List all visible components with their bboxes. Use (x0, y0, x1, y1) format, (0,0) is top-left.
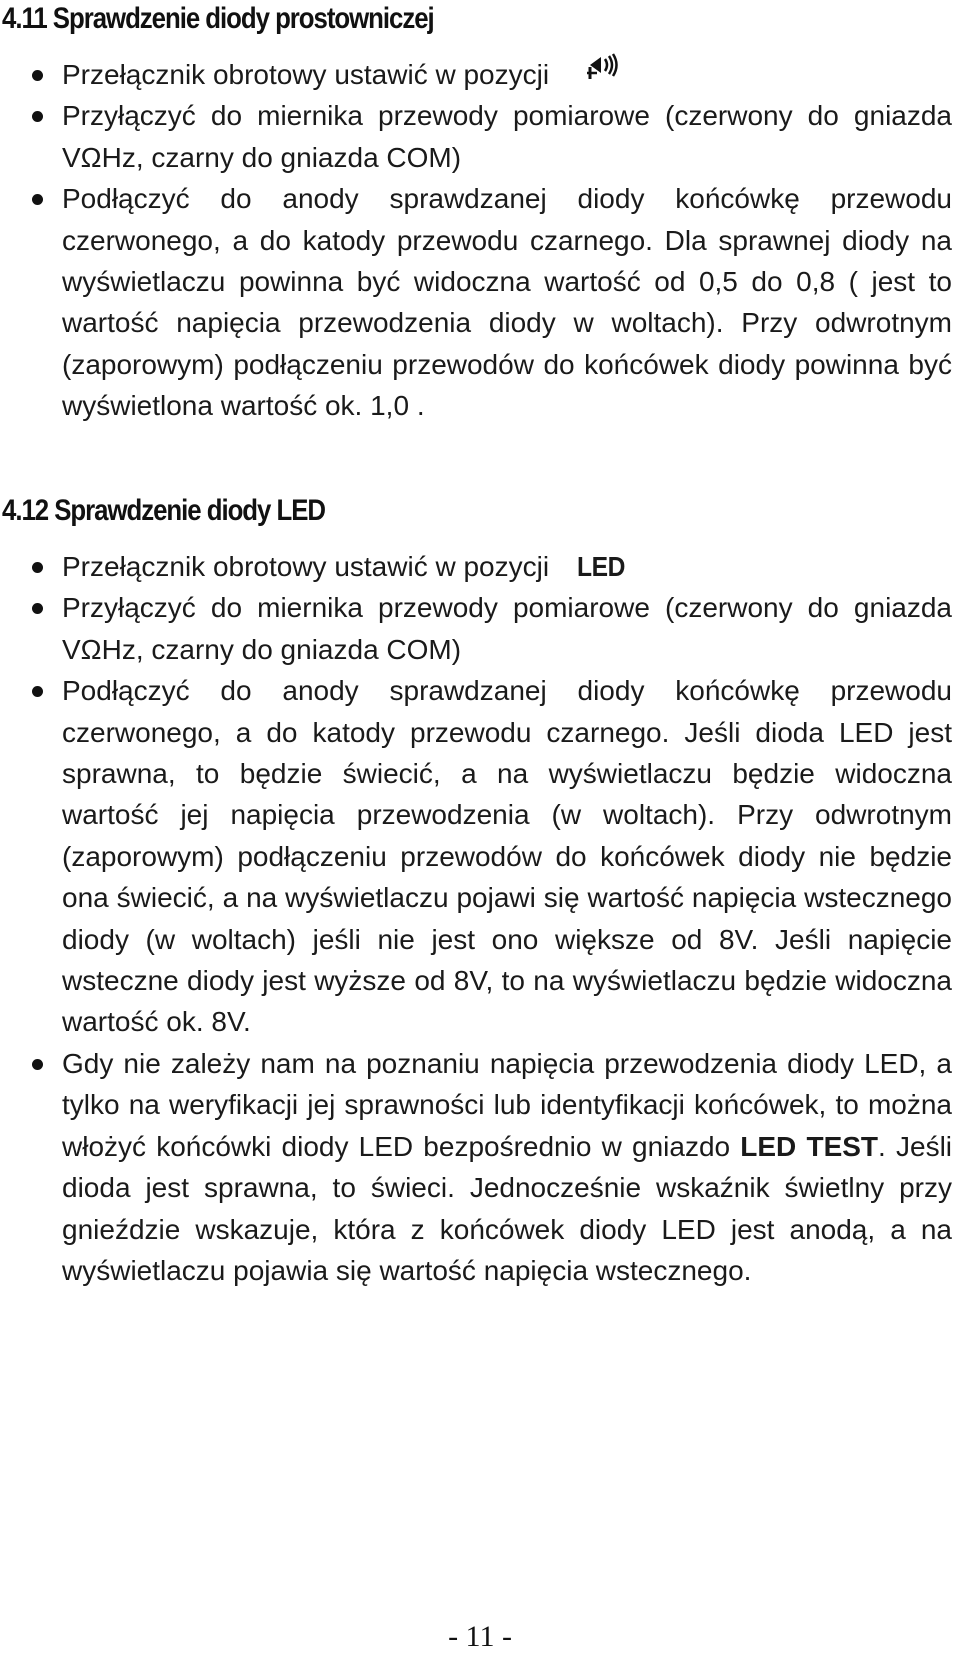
diode-buzzer-icon (587, 53, 619, 94)
list-item-text: Przełącznik obrotowy ustawić w pozycji (62, 59, 550, 90)
list-item (62, 178, 952, 426)
list-item-text: Przełącznik obrotowy ustawić w pozycji (62, 551, 550, 582)
list-item-text-before: Gdy nie zależy nam na poznaniu napięcia przewodzenia diody LED, a tylko na weryfikacji jej sprawności lub identyfikacji końcówek, to można włożyć końcówki diody LED bezpośrednio w gniazdo (62, 1047, 952, 1162)
section-4-11-list (62, 54, 952, 427)
bullet-icon (32, 70, 43, 81)
bullet-icon (32, 1059, 43, 1070)
list-item (62, 54, 952, 95)
bullet-icon (32, 194, 43, 205)
page-number: - 11 - (448, 1620, 512, 1653)
bullet-icon (32, 603, 43, 614)
led-test-socket-label: LED TEST (740, 1130, 879, 1162)
section-heading-4-11: 4.11 Sprawdzenie diody prostowniczej (2, 2, 434, 35)
bullet-icon (32, 686, 43, 697)
list-item (62, 587, 952, 670)
list-item-text-after: . Jeśli dioda jest sprawna, to świeci. Jednocześnie wskaźnik świetlny przy gnieździe wskazuje, która z końcówek diody LED jest anodą, a na wyświetlaczu pojawia się wartość napięcia wstecznego. (62, 1130, 953, 1286)
section-4-12-list (62, 546, 952, 1291)
list-item (62, 95, 952, 178)
list-item (62, 1043, 952, 1291)
led-position-label: LED (577, 551, 626, 582)
bullet-icon (32, 562, 43, 573)
bullet-icon (32, 111, 43, 122)
list-item-text: Przyłączyć do miernika przewody pomiarowe (czerwony do gniazda VΩHz, czarny do gniazda COM) (62, 100, 952, 173)
list-item-text: Przyłączyć do miernika przewody pomiarowe (czerwony do gniazda VΩHz, czarny do gniazda COM) (62, 592, 952, 665)
list-item (62, 546, 952, 587)
section-heading-4-12: 4.12 Sprawdzenie diody LED (2, 494, 325, 527)
list-item (62, 670, 952, 1043)
list-item-text: Podłączyć do anody sprawdzanej diody końcówkę przewodu czerwonego, a do katody przewodu czarnego. Dla sprawnej diody na wyświetlaczu powinna być widoczna wartość od 0,5 do 0,8 ( jest to wartość napięcia przewodzenia diody w woltach). Przy odwrotnym (zaporowym) podłączeniu przewodów do końcówek diody powinna być wyświetlona wartość ok. 1,0 . (62, 183, 952, 422)
list-item-text: Podłączyć do anody sprawdzanej diody końcówkę przewodu czerwonego, a do katody przewodu czarnego. Jeśli dioda LED jest sprawna, to będzie świecić, a na wyświetlaczu będzie widoczna wartość jej napięcia przewodzenia (w woltach). Przy odwrotnym (zaporowym) podłączeniu przewodów do końcówek diody nie będzie ona świecić, a na wyświetlaczu pojawi się wartość napięcia wstecznego diody (w woltach) jeśli nie jest ono większe od 8V. Jeśli napięcie wsteczne diody jest wyższe od 8V, to na wyświetlaczu będzie widoczna wartość ok. 8V. (62, 675, 952, 1038)
